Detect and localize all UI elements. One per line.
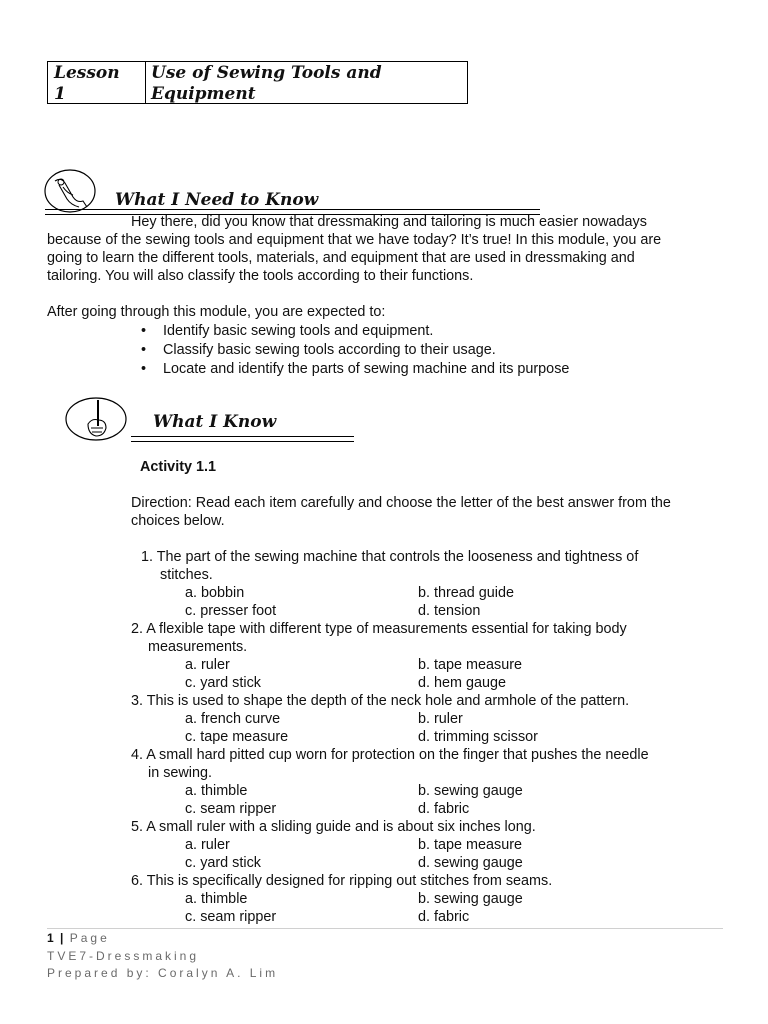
objective-item: • Locate and identify the parts of sewing machine and its purpose xyxy=(137,360,569,379)
choice-b: b. ruler xyxy=(418,711,463,727)
footer-prepared-by: Prepared by: Coralyn A. Lim xyxy=(47,966,279,980)
choice-b: b. tape measure xyxy=(418,657,522,673)
choice-b: b. sewing gauge xyxy=(418,891,523,907)
question-4-text: 4. A small hard pitted cup worn for protection on the finger that pushes the needle xyxy=(131,747,649,763)
page-indicator xyxy=(47,931,110,945)
choice-c: c. yard stick xyxy=(185,675,261,691)
choice-d: d. trimming scissor xyxy=(418,729,538,745)
question-1-text-cont: stitches. xyxy=(160,567,213,583)
question-3-text: 3. This is used to shape the depth of the neck hole and armhole of the pattern. xyxy=(131,693,630,709)
lesson-number: 1 xyxy=(54,84,66,104)
choice-b: b. sewing gauge xyxy=(418,783,523,799)
lesson-title-box xyxy=(47,61,468,104)
intro-line-2: because of the sewing tools and equipment that we have today? It’s true! In this module, you are xyxy=(47,232,662,248)
question-5-text: 5. A small ruler with a sliding guide and is about six inches long. xyxy=(131,819,536,835)
objectives-list xyxy=(137,322,569,379)
activity-title: Activity 1.1 xyxy=(140,459,216,475)
hand-holding-pencil-icon xyxy=(64,396,128,442)
choice-d: d. tension xyxy=(418,603,481,619)
question-2-text: 2. A flexible tape with different type of measurements essential for taking body xyxy=(131,621,627,637)
lesson-label: Lesson xyxy=(54,63,120,83)
question-6-text: 6. This is specifically designed for ripping out stitches from seams. xyxy=(131,873,553,889)
choice-b: b. thread guide xyxy=(418,585,515,601)
question-1-text: 1. The part of the sewing machine that controls the looseness and tightness of xyxy=(141,549,639,565)
choice-a: a. bobbin xyxy=(185,585,245,601)
footer-subject: TVE7-Dressmaking xyxy=(47,949,200,963)
heading-divider xyxy=(131,436,354,442)
choice-a: a. ruler xyxy=(185,837,230,853)
choice-a: a. thimble xyxy=(185,891,248,907)
choice-c: c. yard stick xyxy=(185,855,261,871)
objective-item: • Identify basic sewing tools and equipment. xyxy=(137,322,569,341)
pointing-hand-icon xyxy=(43,167,97,215)
choice-c: c. seam ripper xyxy=(185,801,277,817)
page-word: Page xyxy=(69,931,110,945)
what-i-know-heading: What I Know xyxy=(153,412,277,432)
choice-d: d. hem gauge xyxy=(418,675,507,691)
choice-c: c. seam ripper xyxy=(185,909,277,925)
lesson-number-cell xyxy=(48,62,146,103)
choice-b: b. tape measure xyxy=(418,837,522,853)
question-4-text-cont: in sewing. xyxy=(148,765,212,781)
choice-c: c. tape measure xyxy=(185,729,289,745)
intro-line-1: Hey there, did you know that dressmaking and tailoring is much easier nowadays xyxy=(131,214,647,230)
lesson-title-line1: Use of Sewing Tools and xyxy=(151,63,382,83)
choice-d: d. fabric xyxy=(418,909,470,925)
intro-line-4: tailoring. You will also classify the tools according to their functions. xyxy=(47,268,474,284)
need-to-know-heading: What I Need to Know xyxy=(115,190,319,210)
intro-line-3: going to learn the different tools, materials, and equipment that are used in dressmaking and xyxy=(47,250,635,266)
objectives-intro: After going through this module, you are expected to: xyxy=(47,304,386,320)
choice-d: d. fabric xyxy=(418,801,470,817)
objective-item: • Classify basic sewing tools according to their usage. xyxy=(137,341,569,360)
question-2-text-cont: measurements. xyxy=(148,639,248,655)
choice-c: c. presser foot xyxy=(185,603,277,619)
lesson-title-line2: Equipment xyxy=(151,84,256,104)
choice-a: a. thimble xyxy=(185,783,248,799)
direction-line-1: Direction: Read each item carefully and choose the letter of the best answer from the xyxy=(131,495,671,511)
footer-divider xyxy=(47,928,723,929)
page-number: 1 xyxy=(47,931,54,945)
choice-d: d. sewing gauge xyxy=(418,855,523,871)
choice-a: a. french curve xyxy=(185,711,281,727)
choice-a: a. ruler xyxy=(185,657,230,673)
page-separator: | xyxy=(60,931,64,945)
direction-line-2: choices below. xyxy=(131,513,225,529)
